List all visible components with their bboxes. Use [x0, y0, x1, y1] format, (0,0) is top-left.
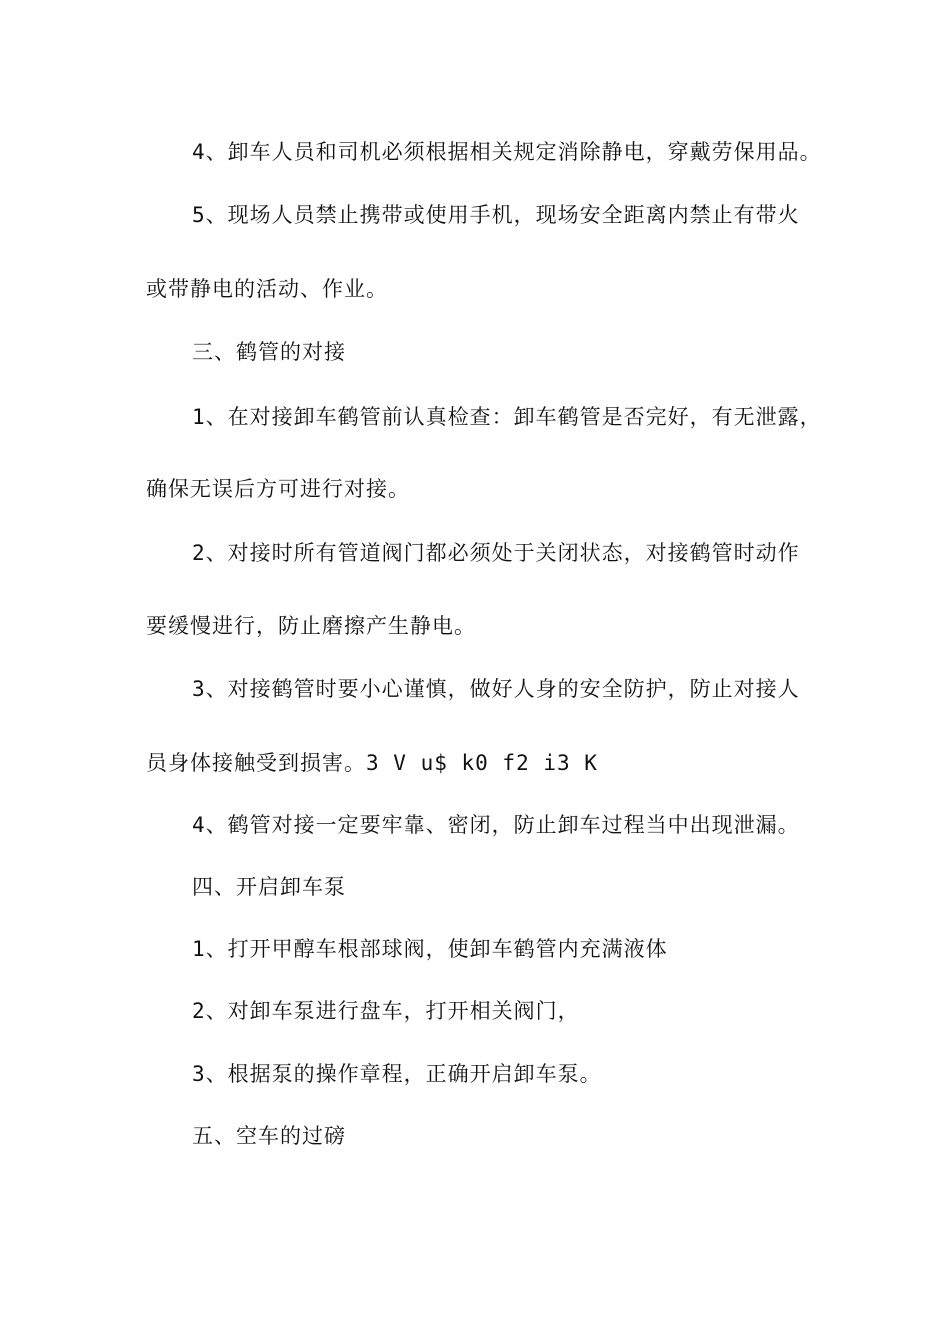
paragraph-line: 员身体接触受到损害。3 V u$ k0 f2 i3 K [146, 751, 598, 775]
paragraph-line: 2、对接时所有管道阀门都必须处于关闭状态，对接鹤管时动作 [192, 541, 800, 565]
paragraph-line: 3、对接鹤管时要小心谨慎，做好人身的安全防护，防止对接人 [192, 677, 800, 701]
paragraph-line: 2、对卸车泵进行盘车，打开相关阀门， [192, 999, 580, 1023]
section-heading: 五、空车的过磅 [192, 1124, 346, 1148]
paragraph-line: 5、现场人员禁止携带或使用手机，现场安全距离内禁止有带火 [192, 203, 800, 227]
paragraph-line: 要缓慢进行，防止磨擦产生静电。 [146, 614, 476, 638]
paragraph-line: 或带静电的活动、作业。 [146, 277, 388, 301]
section-heading: 三、鹤管的对接 [192, 340, 346, 364]
paragraph-line: 1、在对接卸车鹤管前认真检查：卸车鹤管是否完好，有无泄露， [192, 405, 822, 429]
paragraph-line: 1、打开甲醇车根部球阀，使卸车鹤管内充满液体 [192, 937, 668, 961]
paragraph-line: 3、根据泵的操作章程，正确开启卸车泵。 [192, 1062, 602, 1086]
paragraph-line: 确保无误后方可进行对接。 [146, 477, 410, 501]
section-heading: 四、开启卸车泵 [192, 875, 346, 899]
paragraph-line: 4、卸车人员和司机必须根据相关规定消除静电，穿戴劳保用品。 [192, 140, 822, 164]
paragraph-line: 4、鹤管对接一定要牢靠、密闭，防止卸车过程当中出现泄漏。 [192, 813, 800, 837]
